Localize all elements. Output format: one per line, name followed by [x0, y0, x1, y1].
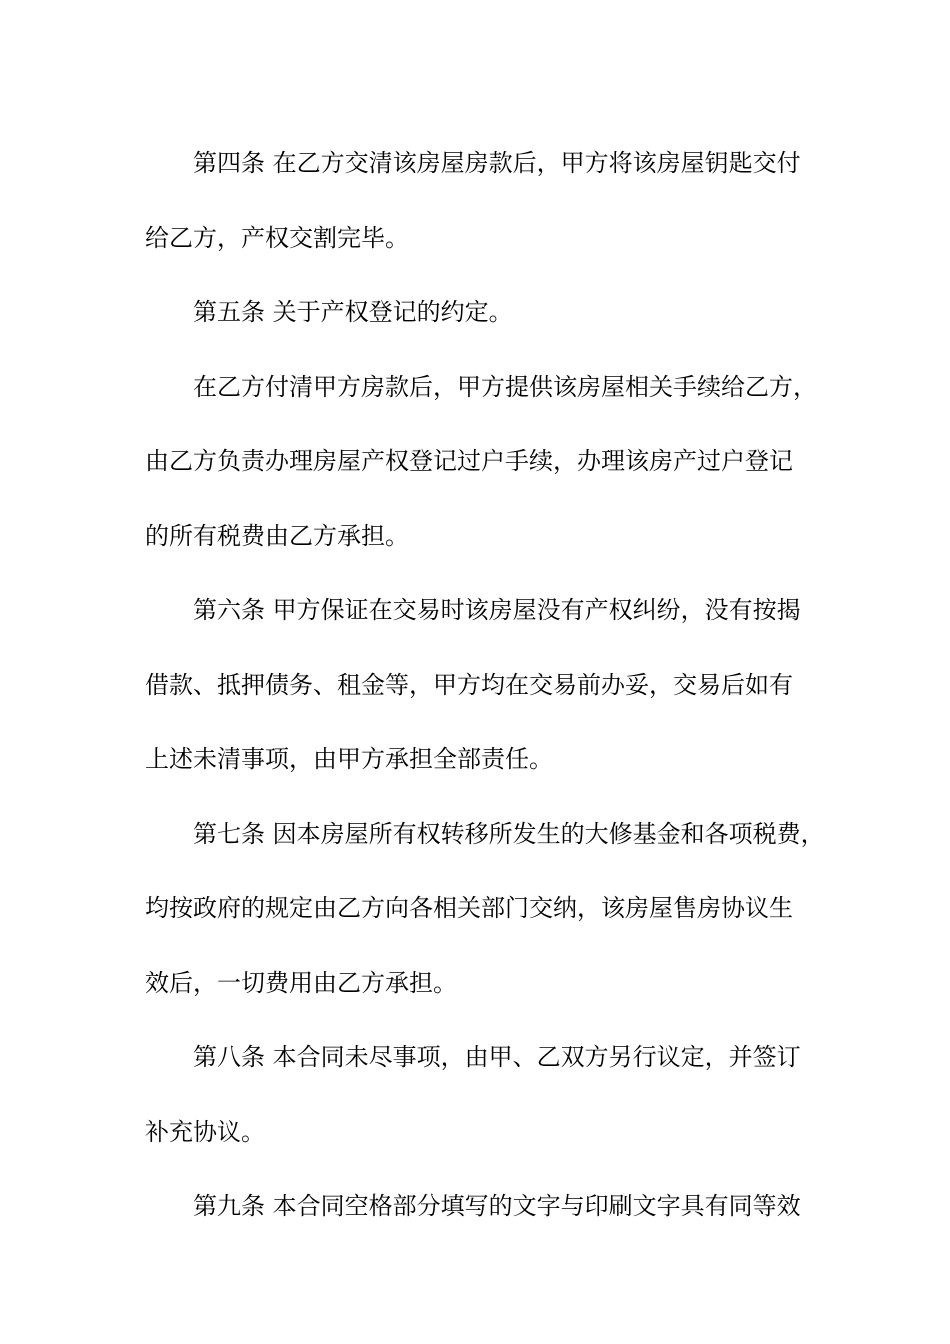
text-line: 给乙方，产权交割完毕。: [145, 223, 409, 252]
article-6-paragraph: [145, 573, 825, 797]
text-line: 第五条 关于产权登记的约定。: [193, 298, 513, 326]
article-9-paragraph: [145, 1169, 825, 1244]
article-4-paragraph: [145, 126, 825, 275]
text-line: 在乙方付清甲方房款后，甲方提供该房屋相关手续给乙方，: [193, 372, 817, 401]
text-line: 的所有税费由乙方承担。: [145, 521, 409, 550]
text-line: 第九条 本合同空格部分填写的文字与印刷文字具有同等效: [193, 1192, 801, 1220]
article-5-detail-paragraph: [145, 350, 825, 574]
article-5-paragraph: [145, 275, 825, 350]
article-8-paragraph: [145, 1020, 825, 1169]
text-line: 上述未清事项，由甲方承担全部责任。: [145, 745, 553, 773]
text-line: 第七条 因本房屋所有权转移所发生的大修基金和各项税费，: [193, 819, 825, 848]
text-line: 由乙方负责办理房屋产权登记过户手续，办理该房产过户登记: [145, 447, 793, 475]
text-line: 借款、抵押债务、租金等，甲方均在交易前办妥，交易后如有: [145, 670, 793, 699]
text-line: 补充协议。: [145, 1117, 265, 1146]
text-line: 效后，一切费用由乙方承担。: [145, 968, 457, 997]
article-7-paragraph: [145, 797, 825, 1021]
text-line: 第八条 本合同未尽事项，由甲、乙双方另行议定，并签订: [193, 1043, 801, 1071]
text-line: 均按政府的规定由乙方向各相关部门交纳，该房屋售房协议生: [145, 894, 793, 922]
contract-body: [145, 126, 825, 1244]
text-line: 第四条 在乙方交清该房屋房款后，甲方将该房屋钥匙交付: [193, 149, 801, 177]
text-line: 第六条 甲方保证在交易时该房屋没有产权纠纷，没有按揭: [193, 596, 801, 624]
